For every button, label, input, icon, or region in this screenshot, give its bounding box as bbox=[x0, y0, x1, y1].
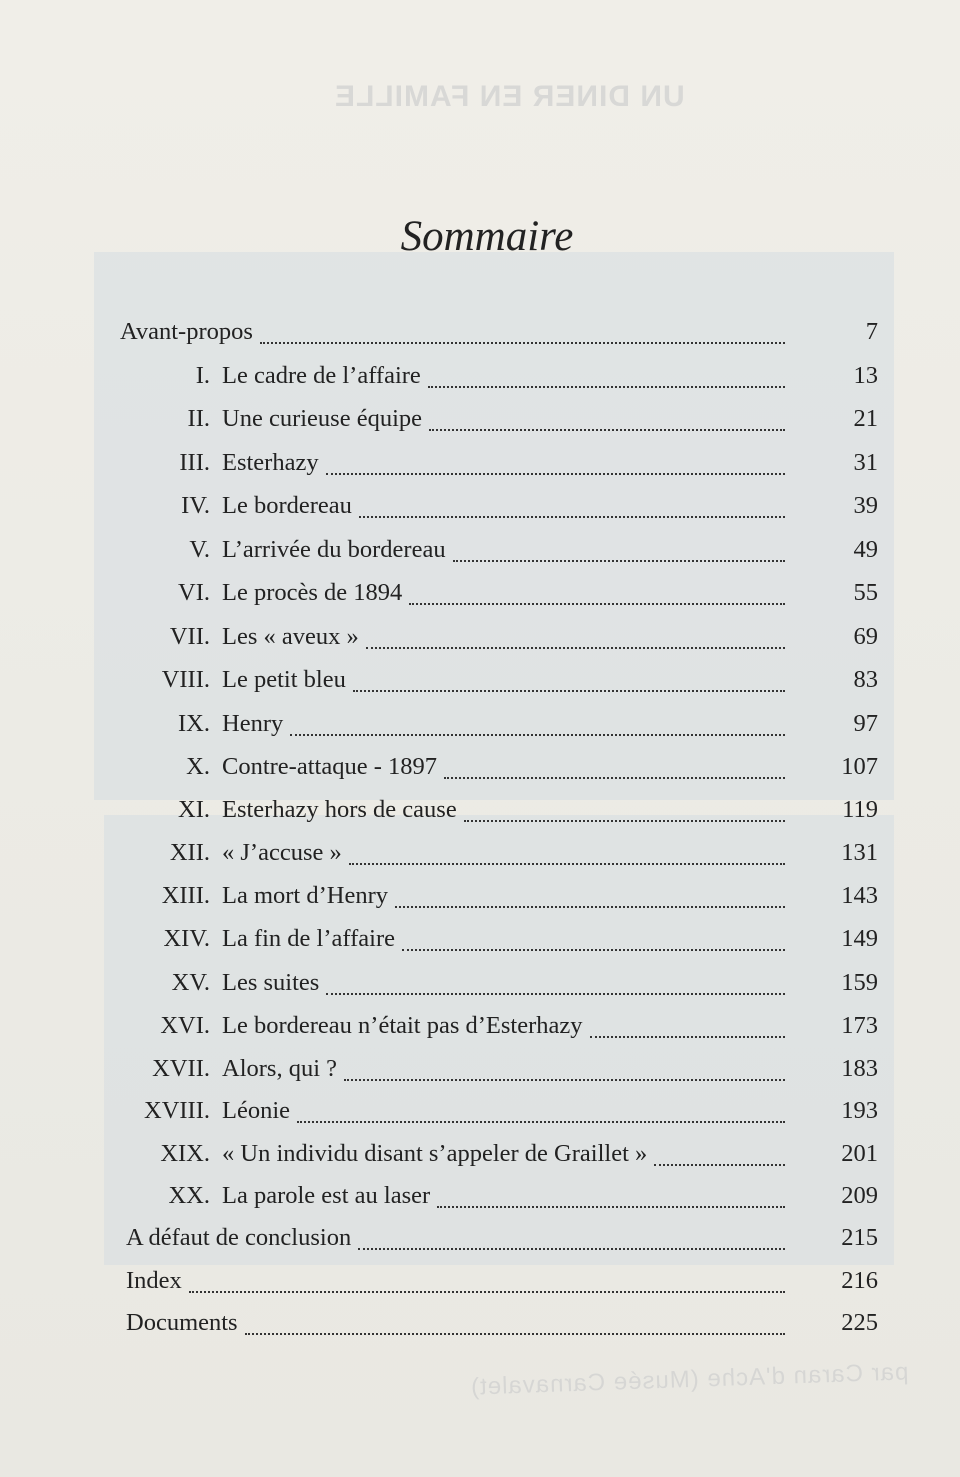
dot-leader bbox=[245, 1325, 785, 1335]
dot-leader bbox=[429, 421, 785, 431]
entry-title: Alors, qui ? bbox=[222, 1055, 340, 1082]
toc-row bbox=[0, 1006, 960, 1046]
page-number: 183 bbox=[841, 1055, 878, 1082]
toc-entry bbox=[126, 1261, 785, 1301]
toc-row bbox=[0, 312, 960, 352]
toc-row bbox=[0, 356, 960, 396]
toc-row bbox=[0, 617, 960, 657]
entry-title: La fin de l’affaire bbox=[222, 925, 398, 952]
page-number: 55 bbox=[853, 579, 878, 606]
page-number: 119 bbox=[842, 796, 878, 823]
entry-title: Index bbox=[126, 1267, 185, 1294]
dot-leader bbox=[326, 985, 785, 995]
chapter-number: II. bbox=[187, 405, 210, 432]
page-number: 39 bbox=[853, 492, 878, 519]
toc-row bbox=[0, 1261, 960, 1301]
chapter-number: XVI. bbox=[160, 1012, 210, 1039]
dot-leader bbox=[189, 1283, 785, 1293]
toc-row bbox=[0, 573, 960, 613]
toc-entry bbox=[222, 963, 785, 1003]
chapter-number: IX. bbox=[178, 710, 210, 737]
chapter-number: XII. bbox=[169, 839, 210, 866]
toc-entry bbox=[222, 660, 785, 700]
toc-entry bbox=[222, 747, 785, 787]
toc-entry bbox=[222, 1006, 785, 1046]
toc-entry bbox=[222, 1091, 785, 1131]
toc-row bbox=[0, 919, 960, 959]
entry-title: La mort d’Henry bbox=[222, 882, 391, 909]
entry-title: Le bordereau n’était pas d’Esterhazy bbox=[222, 1012, 586, 1039]
dot-leader bbox=[326, 465, 785, 475]
chapter-number: IV. bbox=[181, 492, 210, 519]
toc-entry bbox=[222, 573, 785, 613]
chapter-number: XVIII. bbox=[144, 1097, 210, 1124]
dot-leader bbox=[297, 1113, 785, 1123]
chapter-number: XIX. bbox=[160, 1140, 210, 1167]
entry-title: Henry bbox=[222, 710, 286, 737]
dot-leader bbox=[444, 769, 785, 779]
toc-row bbox=[0, 876, 960, 916]
toc-row bbox=[0, 1049, 960, 1089]
dot-leader bbox=[349, 855, 785, 865]
dot-leader bbox=[453, 552, 785, 562]
chapter-number: I. bbox=[195, 362, 210, 389]
page-title: Sommaire bbox=[400, 213, 574, 260]
page-number: 149 bbox=[841, 925, 878, 952]
dot-leader bbox=[395, 898, 785, 908]
dot-leader bbox=[437, 1198, 785, 1208]
entry-title: « Un individu disant s’appeler de Graillet » bbox=[222, 1140, 650, 1167]
entry-title: A défaut de conclusion bbox=[126, 1224, 354, 1251]
toc-row bbox=[0, 704, 960, 744]
entry-title: Esterhazy hors de cause bbox=[222, 796, 460, 823]
entry-title: Documents bbox=[126, 1309, 241, 1336]
chapter-number: XI. bbox=[178, 796, 210, 823]
chapter-number: XIV. bbox=[163, 925, 210, 952]
dot-leader bbox=[654, 1156, 785, 1166]
page-number: 216 bbox=[841, 1267, 878, 1294]
dot-leader bbox=[366, 639, 785, 649]
toc-entry bbox=[222, 1049, 785, 1089]
dot-leader bbox=[402, 941, 785, 951]
entry-title: Le bordereau bbox=[222, 492, 355, 519]
entry-title: Léonie bbox=[222, 1097, 293, 1124]
chapter-number: XV. bbox=[171, 969, 210, 996]
page-number: 173 bbox=[841, 1012, 878, 1039]
page-number: 83 bbox=[853, 666, 878, 693]
chapter-number: V. bbox=[189, 536, 210, 563]
dot-leader bbox=[359, 508, 785, 518]
page-number: 97 bbox=[853, 710, 878, 737]
page-number: 49 bbox=[853, 536, 878, 563]
toc-entry bbox=[222, 833, 785, 873]
toc-entry bbox=[222, 1134, 785, 1174]
dot-leader bbox=[260, 334, 785, 344]
toc-row bbox=[0, 443, 960, 483]
chapter-number: XIII. bbox=[161, 882, 210, 909]
chapter-number: VIII. bbox=[161, 666, 210, 693]
page-number: 69 bbox=[853, 623, 878, 650]
dot-leader bbox=[358, 1240, 785, 1250]
dot-leader bbox=[590, 1028, 785, 1038]
page-number: 143 bbox=[841, 882, 878, 909]
dot-leader bbox=[464, 812, 785, 822]
page-number: 31 bbox=[853, 449, 878, 476]
reverse-page-heading: UN DINER EN FAMILLE bbox=[334, 80, 685, 113]
chapter-number: XVII. bbox=[152, 1055, 210, 1082]
page-number: 13 bbox=[853, 362, 878, 389]
page-number: 193 bbox=[841, 1097, 878, 1124]
entry-title: Contre-attaque - 1897 bbox=[222, 753, 440, 780]
page-number: 201 bbox=[841, 1140, 878, 1167]
toc-row bbox=[0, 399, 960, 439]
dot-leader bbox=[344, 1071, 785, 1081]
toc-entry bbox=[222, 399, 785, 439]
reverse-page-caption: par Caran d'Ache (Musée Carnavalet) bbox=[469, 1358, 909, 1401]
dot-leader bbox=[409, 595, 785, 605]
toc-row bbox=[0, 1303, 960, 1343]
page-number: 131 bbox=[841, 839, 878, 866]
entry-title: Le petit bleu bbox=[222, 666, 349, 693]
dot-leader bbox=[428, 378, 785, 388]
toc-entry bbox=[222, 356, 785, 396]
chapter-number: XX. bbox=[168, 1182, 210, 1209]
chapter-number: VI. bbox=[178, 579, 210, 606]
page-number: 21 bbox=[853, 405, 878, 432]
chapter-number: III. bbox=[179, 449, 210, 476]
page-number: 225 bbox=[841, 1309, 878, 1336]
toc-entry bbox=[222, 530, 785, 570]
toc-entry bbox=[126, 1303, 785, 1343]
toc-row bbox=[0, 747, 960, 787]
page-number: 159 bbox=[841, 969, 878, 996]
entry-title: Le cadre de l’affaire bbox=[222, 362, 424, 389]
toc-entry bbox=[222, 919, 785, 959]
toc-row bbox=[0, 790, 960, 830]
toc-row bbox=[0, 486, 960, 526]
page-number: 215 bbox=[841, 1224, 878, 1251]
toc-entry bbox=[222, 617, 785, 657]
toc-row bbox=[0, 833, 960, 873]
entry-title: Les « aveux » bbox=[222, 623, 362, 650]
toc-row bbox=[0, 530, 960, 570]
entry-title: Le procès de 1894 bbox=[222, 579, 405, 606]
toc-row bbox=[0, 1176, 960, 1216]
entry-title: Une curieuse équipe bbox=[222, 405, 425, 432]
toc-entry bbox=[120, 312, 785, 352]
toc-entry bbox=[126, 1218, 785, 1258]
toc-row bbox=[0, 1091, 960, 1131]
chapter-number: VII. bbox=[169, 623, 210, 650]
dot-leader bbox=[353, 682, 785, 692]
toc-entry bbox=[222, 704, 785, 744]
page-number: 7 bbox=[865, 318, 878, 345]
toc-entry bbox=[222, 790, 785, 830]
toc-row bbox=[0, 1218, 960, 1258]
chapter-number: X. bbox=[186, 753, 210, 780]
toc-entry bbox=[222, 443, 785, 483]
page-number: 209 bbox=[841, 1182, 878, 1209]
dot-leader bbox=[290, 726, 785, 736]
entry-title: « J’accuse » bbox=[222, 839, 345, 866]
entry-title: La parole est au laser bbox=[222, 1182, 433, 1209]
entry-title: Les suites bbox=[222, 969, 322, 996]
toc-entry bbox=[222, 876, 785, 916]
entry-title: Esterhazy bbox=[222, 449, 322, 476]
toc-row bbox=[0, 963, 960, 1003]
toc-row bbox=[0, 1134, 960, 1174]
toc-entry bbox=[222, 486, 785, 526]
page-number: 107 bbox=[841, 753, 878, 780]
entry-title: Avant-propos bbox=[120, 318, 256, 345]
toc-entry bbox=[222, 1176, 785, 1216]
entry-title: L’arrivée du bordereau bbox=[222, 536, 449, 563]
toc-row bbox=[0, 660, 960, 700]
